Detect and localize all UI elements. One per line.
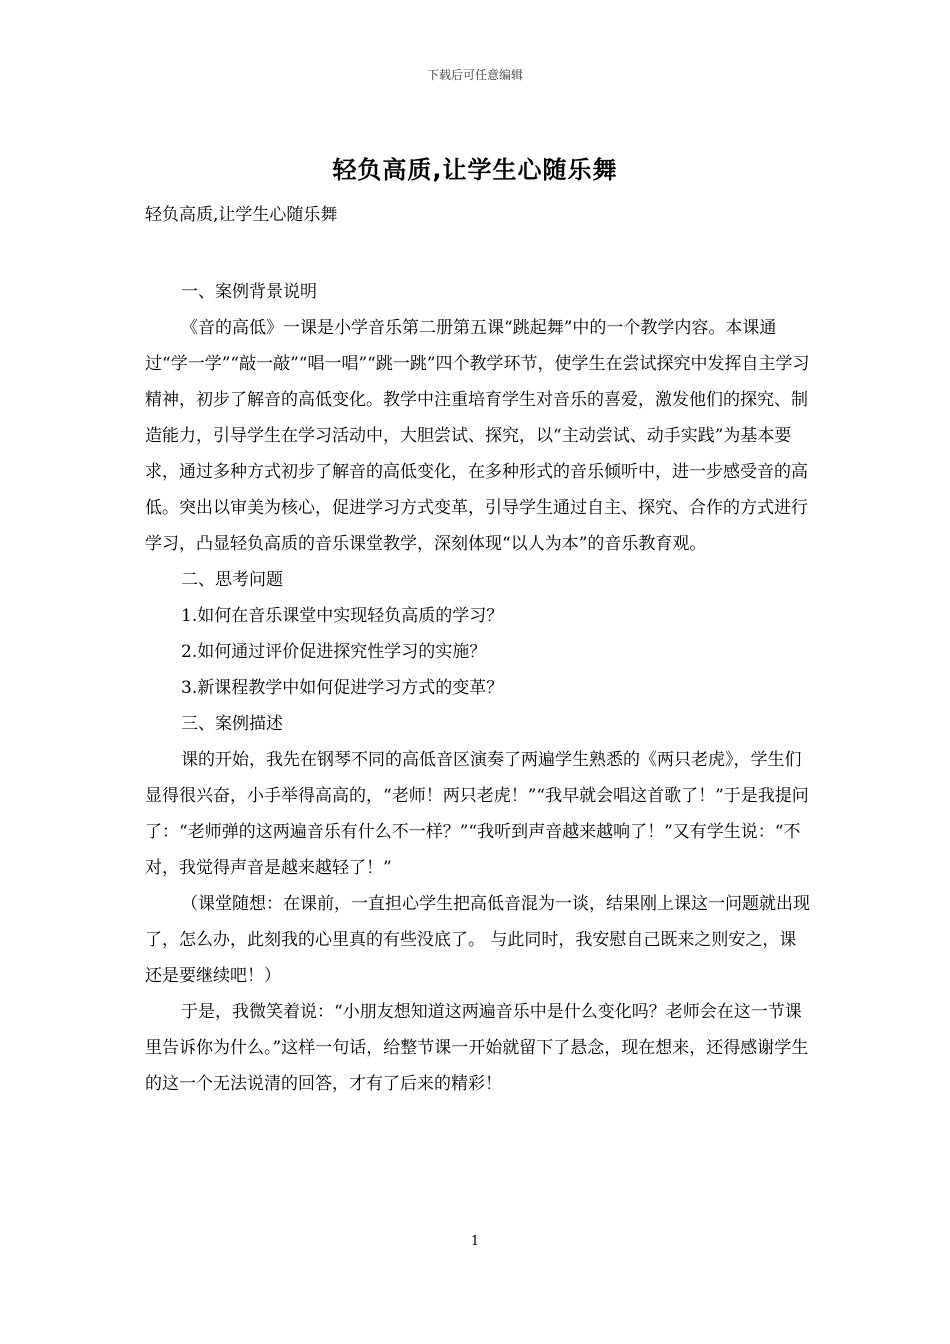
- paragraph-description-a: 课的开始，我先在钢琴不同的高低音区演奏了两遍学生熟悉的《两只老虎》，学生们显得很兴奋，小手举得高高的，“老师！两只老虎！”“我早就会唱这首歌了！”于是我提问了：“老师弹的这两遍音乐有什么不一样？”“我听到声音越来越响了！”又有学生说：“不对，我觉得声音是越来越轻了！”: [145, 750, 809, 878]
- paragraph-description-b: （课堂随想：在课前，一直担心学生把高低音混为一谈，结果刚上课这一问题就出现了，怎么办，此刻我的心里真的有些没底了。 与此同时，我安慰自己既来之则安之，课还是要继续吧！）: [145, 894, 810, 986]
- paragraph-background: 《音的高低》一课是小学音乐第二册第五课“跳起舞”中的一个教学内容。本课通过“学一学”“敲一敲”“唱一唱”“跳一跳”四个教学环节，使学生在尝试探究中发挥自主学习精神，初步了解音的高低变化。教学中注重培育学生对音乐的喜爱，激发他们的探究、制造能力，引导学生在学习活动中，大胆尝试、探究，以“主动尝试、动手实践”为基本要求，通过多种方式初步了解音的高低变化，在多种形式的音乐倾听中，进一步感受音的高低。突出以审美为核心，促进学习方式变革，引导学生通过自主、探究、合作的方式进行学习，凸显轻负高质的音乐课堂教学，深刻体现“以人为本”的音乐教育观。: [145, 318, 810, 554]
- question-item-3: 3.新课程教学中如何促进学习方式的变革？: [181, 678, 504, 698]
- section-heading-questions: 二、思考问题: [181, 570, 283, 590]
- paragraph-description-c: 于是，我微笑着说：“小朋友想知道这两遍音乐中是什么变化吗？老师会在这一节课里告诉你为什么。”这样一句话，给整节课一开始就留下了悬念，现在想来，还得感谢学生的这一个无法说清的回答，才有了后来的精彩！: [145, 1002, 809, 1094]
- section-heading-description: 三、案例描述: [181, 714, 283, 734]
- document-body: [145, 274, 813, 1102]
- header-note: 下载后可任意编辑: [426, 68, 523, 82]
- page-number: 1: [470, 1234, 480, 1249]
- question-item-2: 2.如何通过评价促进探究性学习的实施？: [181, 642, 487, 662]
- section-heading-background: 一、案例背景说明: [181, 282, 317, 302]
- document-subtitle: 轻负高质,让学生心随乐舞: [145, 205, 338, 225]
- document-title: 轻负高质,让学生心随乐舞: [332, 156, 618, 184]
- question-item-1: 1.如何在音乐课堂中实现轻负高质的学习？: [181, 606, 504, 626]
